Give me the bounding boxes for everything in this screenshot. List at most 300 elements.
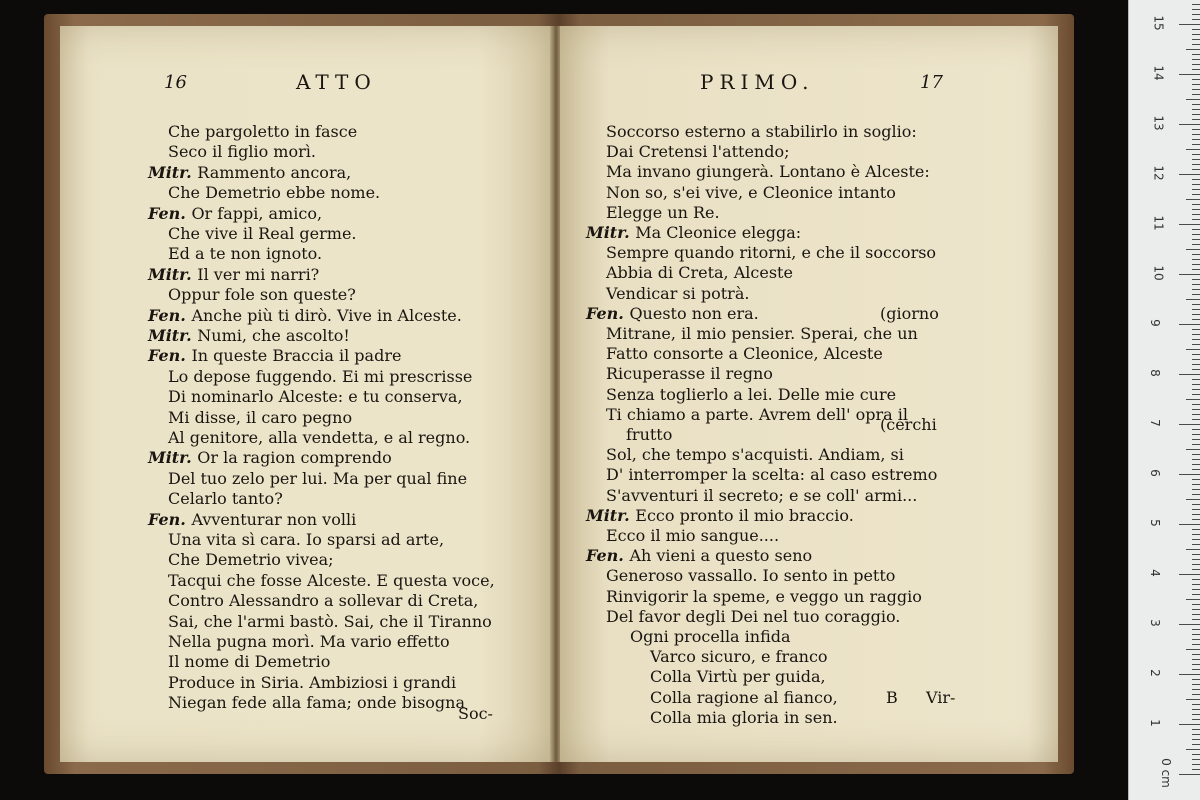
- left-page-number: 16: [164, 72, 187, 93]
- ruler-tick: [1192, 719, 1200, 720]
- text-line: [168, 612, 492, 632]
- ruler-tick: [1192, 254, 1200, 255]
- text-line: [650, 688, 838, 708]
- line-text: Sol, che tempo s'acquisti. Andiam, si: [606, 445, 904, 465]
- ruler-tick: [1192, 354, 1200, 355]
- ruler-label: 1: [1147, 719, 1162, 727]
- ruler-tick: [1192, 319, 1200, 320]
- text-line: [586, 546, 812, 566]
- ruler-tick: [1192, 754, 1200, 755]
- ruler-tick: [1192, 634, 1200, 635]
- ruler-tick: [1192, 44, 1200, 45]
- ruler-tick: [1192, 534, 1200, 535]
- ruler-tick: [1192, 384, 1200, 385]
- line-text: Ed a te non ignoto.: [168, 244, 323, 264]
- text-line: [606, 324, 918, 344]
- ruler-tick: [1179, 774, 1200, 775]
- ruler-tick: [1192, 744, 1200, 745]
- ruler-tick: [1192, 639, 1200, 640]
- ruler-tick: [1192, 94, 1200, 95]
- text-line: [168, 387, 463, 407]
- ruler-tick: [1192, 359, 1200, 360]
- line-text: Colla Virtù per guida,: [650, 667, 826, 687]
- text-line: [586, 223, 801, 243]
- ruler-tick: [1192, 759, 1200, 760]
- ruler-tick: [1192, 54, 1200, 55]
- ruler-tick: [1186, 49, 1200, 50]
- ruler-tick: [1186, 149, 1200, 150]
- ruler-tick: [1192, 59, 1200, 60]
- ruler-label: 11: [1151, 215, 1166, 231]
- ruler-tick: [1192, 139, 1200, 140]
- ruler-tick: [1192, 129, 1200, 130]
- ruler-tick: [1179, 224, 1200, 225]
- ruler-tick: [1192, 104, 1200, 105]
- ruler-tick: [1192, 444, 1200, 445]
- text-line: [606, 243, 936, 263]
- ruler-tick: [1192, 589, 1200, 590]
- line-text: Celarlo tanto?: [168, 489, 283, 509]
- line-text: Or fappi, amico,: [191, 203, 323, 223]
- right-page-header: PRIMO.: [700, 70, 815, 94]
- ruler-label: 2: [1147, 669, 1162, 677]
- line-text: Ricuperasse il regno: [606, 364, 773, 384]
- ruler-tick: [1192, 709, 1200, 710]
- speaker-name: Mitr.: [148, 162, 198, 182]
- ruler-tick: [1179, 24, 1200, 25]
- ruler-tick: [1192, 594, 1200, 595]
- ruler-tick: [1192, 279, 1200, 280]
- text-line: [168, 142, 316, 162]
- text-line: [168, 428, 470, 448]
- text-line: [168, 550, 334, 570]
- ruler-tick: [1186, 99, 1200, 100]
- ruler-tick: [1192, 239, 1200, 240]
- line-text: Questo non era.: [629, 303, 759, 323]
- ruler-tick: [1192, 394, 1200, 395]
- line-text: Che pargoletto in fasce: [168, 122, 358, 141]
- ruler-tick: [1192, 234, 1200, 235]
- text-line: [606, 142, 790, 162]
- speaker-name: Fen.: [148, 509, 192, 529]
- line-text: Seco il figlio morì.: [168, 142, 316, 162]
- text-line: [606, 405, 908, 425]
- ruler-tick: [1192, 369, 1200, 370]
- ruler-tick: [1179, 424, 1200, 425]
- speaker-name: Mitr.: [148, 448, 198, 468]
- line-text: Soccorso esterno a stabilirlo in soglio:: [606, 122, 917, 141]
- ruler-tick: [1192, 619, 1200, 620]
- speaker-name: Mitr.: [148, 264, 198, 284]
- text-line: [606, 263, 793, 283]
- ruler-tick: [1192, 294, 1200, 295]
- ruler-tick: [1192, 644, 1200, 645]
- line-text: Colla ragione al fianco,: [650, 687, 838, 707]
- ruler-tick: [1186, 749, 1200, 750]
- ruler-tick: [1192, 204, 1200, 205]
- ruler-tick: [1192, 144, 1200, 145]
- line-text: Colla mia gloria in sen.: [650, 707, 838, 727]
- ruler-tick: [1192, 404, 1200, 405]
- ruler-tick: [1186, 299, 1200, 300]
- ruler-tick: [1192, 184, 1200, 185]
- ruler-tick: [1192, 284, 1200, 285]
- ruler-tick: [1192, 119, 1200, 120]
- ruler-tick: [1179, 324, 1200, 325]
- ruler-tick: [1179, 574, 1200, 575]
- line-text: Rinvigorir la speme, e veggo un raggio: [606, 586, 922, 606]
- line-text: Del favor degli Dei nel tuo coraggio.: [606, 606, 901, 626]
- text-line: [586, 506, 854, 526]
- line-text: Sempre quando ritorni, e che il soccorso: [606, 243, 937, 263]
- line-text: In queste Braccia il padre: [191, 346, 402, 366]
- line-text: Fatto consorte a Cleonice, Alceste: [606, 344, 883, 364]
- line-text: Che vive il Real germe.: [168, 224, 357, 243]
- ruler-tick: [1192, 714, 1200, 715]
- ruler-label: 14: [1151, 65, 1166, 81]
- ruler-tick: [1192, 654, 1200, 655]
- text-line: [168, 673, 456, 693]
- ruler-label: 7: [1147, 419, 1162, 427]
- text-line: [168, 122, 357, 142]
- ruler-tick: [1179, 124, 1200, 125]
- ruler-tick: [1192, 189, 1200, 190]
- ruler-tick: [1192, 604, 1200, 605]
- ruler-tick: [1179, 724, 1200, 725]
- ruler-tick: [1192, 159, 1200, 160]
- speaker-name: Mitr.: [586, 223, 636, 242]
- text-line: [168, 652, 330, 672]
- line-text: Or la ragion comprendo: [197, 448, 392, 468]
- ruler-tick: [1192, 134, 1200, 135]
- overflow-word: (cerchi: [880, 415, 937, 434]
- ruler-tick: [1192, 739, 1200, 740]
- ruler-tick: [1192, 79, 1200, 80]
- text-line: [148, 265, 319, 285]
- line-text: Rammento ancora,: [197, 162, 352, 182]
- text-line: [606, 587, 922, 607]
- ruler-zero-label: 0 cm: [1158, 758, 1173, 788]
- ruler-tick: [1192, 569, 1200, 570]
- ruler-tick: [1179, 674, 1200, 675]
- speaker-name: Fen.: [586, 546, 630, 566]
- text-line: [650, 647, 828, 667]
- text-line: [606, 607, 900, 627]
- ruler-tick: [1179, 624, 1200, 625]
- line-text: Sai, che l'armi bastò. Sai, che il Tiranno: [168, 611, 492, 631]
- line-text: Ma invano giungerà. Lontano è Alceste:: [606, 162, 930, 182]
- line-text: Vendicar si potrà.: [606, 283, 750, 303]
- text-line: [606, 344, 883, 364]
- line-text: Il ver mi narri?: [197, 264, 320, 284]
- ruler-tick: [1192, 14, 1200, 15]
- ruler-tick: [1192, 4, 1200, 5]
- ruler-tick: [1192, 519, 1200, 520]
- ruler-tick: [1192, 689, 1200, 690]
- text-line: [148, 306, 462, 326]
- text-line: [606, 445, 904, 465]
- ruler-tick: [1192, 409, 1200, 410]
- ruler-tick: [1192, 609, 1200, 610]
- line-text: Ti chiamo a parte. Avrem dell' opra il: [606, 404, 908, 424]
- right-page: [560, 26, 1058, 762]
- ruler-tick: [1192, 544, 1200, 545]
- ruler-tick: [1192, 629, 1200, 630]
- ruler-tick: [1192, 309, 1200, 310]
- speaker-name: Mitr.: [148, 326, 198, 345]
- line-text: Il nome di Demetrio: [168, 652, 331, 672]
- left-catchword: Soc-: [458, 704, 493, 723]
- ruler-tick: [1186, 499, 1200, 500]
- ruler-tick: [1192, 539, 1200, 540]
- text-line: [168, 244, 322, 264]
- text-line: [148, 346, 401, 366]
- ruler-tick: [1192, 164, 1200, 165]
- line-text: Generoso vassallo. Io sento in petto: [606, 566, 896, 586]
- text-line: [606, 203, 720, 223]
- ruler-tick: [1179, 524, 1200, 525]
- speaker-name: Fen.: [148, 346, 192, 366]
- line-text: Contro Alessandro a sollevar di Creta,: [168, 591, 479, 611]
- ruler-label: 5: [1147, 519, 1162, 527]
- text-line: [168, 693, 465, 713]
- ruler-tick: [1192, 469, 1200, 470]
- ruler-tick: [1192, 554, 1200, 555]
- ruler-tick: [1192, 289, 1200, 290]
- line-text: Varco sicuro, e franco: [650, 647, 828, 667]
- line-text: Ma Cleonice elegga:: [635, 223, 802, 242]
- ruler-tick: [1186, 399, 1200, 400]
- ruler-tick: [1192, 494, 1200, 495]
- line-text: Produce in Siria. Ambiziosi i grandi: [168, 672, 457, 692]
- line-text: Ecco il mio sangue....: [606, 526, 780, 545]
- text-line: [606, 486, 917, 506]
- ruler-tick: [1192, 229, 1200, 230]
- ruler-label: 9: [1147, 319, 1162, 327]
- line-text: Tacqui che fosse Alceste. E questa voce,: [168, 570, 495, 590]
- line-text: Dai Cretensi l'attendo;: [606, 142, 790, 162]
- overflow-word: (giorno: [880, 303, 939, 323]
- ruler-tick: [1192, 344, 1200, 345]
- ruler-tick: [1192, 169, 1200, 170]
- text-line: [650, 667, 826, 687]
- ruler-label: 13: [1151, 115, 1166, 131]
- ruler-tick: [1192, 84, 1200, 85]
- ruler-tick: [1192, 484, 1200, 485]
- ruler-tick: [1192, 334, 1200, 335]
- ruler-tick: [1192, 614, 1200, 615]
- ruler-tick: [1192, 39, 1200, 40]
- signature-mark: B: [886, 688, 898, 707]
- measurement-ruler: [1128, 0, 1200, 800]
- ruler-tick: [1192, 179, 1200, 180]
- line-text: Niegan fede alla fama; onde bisogna: [168, 693, 466, 713]
- ruler-tick: [1179, 274, 1200, 275]
- ruler-tick: [1186, 649, 1200, 650]
- text-line: [148, 510, 356, 530]
- ruler-tick: [1192, 564, 1200, 565]
- ruler-tick: [1192, 69, 1200, 70]
- right-catchword: Vir-: [926, 688, 956, 707]
- ruler-tick: [1192, 579, 1200, 580]
- ruler-label: 6: [1147, 469, 1162, 477]
- line-text: Ogni procella infida: [630, 627, 791, 646]
- text-line: [168, 285, 356, 305]
- text-line: [606, 284, 749, 304]
- ruler-tick: [1192, 379, 1200, 380]
- ruler-tick: [1192, 154, 1200, 155]
- ruler-tick: [1192, 19, 1200, 20]
- ruler-tick: [1192, 419, 1200, 420]
- ruler-tick: [1186, 199, 1200, 200]
- ruler-tick: [1186, 699, 1200, 700]
- ruler-tick: [1192, 694, 1200, 695]
- line-text: Al genitore, alla vendetta, e al regno.: [168, 428, 471, 447]
- ruler-tick: [1192, 209, 1200, 210]
- right-page-number: 17: [920, 72, 943, 93]
- ruler-tick: [1192, 264, 1200, 265]
- ruler-label: 15: [1151, 15, 1166, 31]
- ruler-tick: [1192, 194, 1200, 195]
- line-text: Nella pugna morì. Ma vario effetto: [168, 632, 450, 651]
- ruler-tick: [1192, 514, 1200, 515]
- text-line: [168, 224, 357, 244]
- speaker-name: Fen.: [586, 303, 630, 323]
- text-line: [148, 448, 392, 468]
- ruler-tick: [1192, 114, 1200, 115]
- ruler-tick: [1192, 439, 1200, 440]
- text-line: [168, 632, 450, 652]
- ruler-tick: [1192, 314, 1200, 315]
- line-text: Lo depose fuggendo. Ei mi prescrisse: [168, 366, 473, 386]
- line-text: Elegge un Re.: [606, 202, 720, 222]
- text-line: [630, 627, 791, 647]
- ruler-tick: [1192, 529, 1200, 530]
- ruler-label: 12: [1151, 165, 1166, 181]
- speaker-name: Fen.: [148, 305, 192, 325]
- text-line: [168, 367, 472, 387]
- ruler-tick: [1192, 734, 1200, 735]
- ruler-tick: [1186, 599, 1200, 600]
- line-text: Senza toglierlo a lei. Delle mie cure: [606, 384, 897, 404]
- text-line: [626, 425, 672, 445]
- ruler-tick: [1192, 244, 1200, 245]
- text-line: [168, 489, 283, 509]
- text-line: [168, 571, 495, 591]
- line-text: Di nominarlo Alceste: e tu conserva,: [168, 387, 463, 407]
- line-text: Oppur fole son queste?: [168, 285, 356, 305]
- line-text: Una vita sì cara. Io sparsi ad arte,: [168, 530, 445, 549]
- text-line: [606, 566, 895, 586]
- ruler-tick: [1192, 454, 1200, 455]
- ruler-tick: [1192, 464, 1200, 465]
- line-text: Abbia di Creta, Alceste: [606, 263, 793, 283]
- ruler-tick: [1192, 769, 1200, 770]
- line-text: D' interromper la scelta: al caso estremo: [606, 465, 938, 485]
- line-text: Avventurar non volli: [191, 509, 357, 529]
- ruler-tick: [1192, 429, 1200, 430]
- ruler-label: 8: [1147, 369, 1162, 377]
- ruler-tick: [1192, 89, 1200, 90]
- text-line: [586, 304, 759, 324]
- text-line: [148, 204, 322, 224]
- ruler-tick: [1192, 219, 1200, 220]
- ruler-label: 4: [1147, 569, 1162, 577]
- ruler-tick: [1192, 559, 1200, 560]
- text-line: [606, 465, 937, 485]
- ruler-tick: [1192, 729, 1200, 730]
- ruler-tick: [1192, 64, 1200, 65]
- ruler-tick: [1192, 259, 1200, 260]
- ruler-tick: [1192, 459, 1200, 460]
- ruler-tick: [1192, 489, 1200, 490]
- ruler-tick: [1192, 339, 1200, 340]
- ruler-tick: [1192, 764, 1200, 765]
- ruler-tick: [1192, 9, 1200, 10]
- ruler-tick: [1192, 214, 1200, 215]
- ruler-tick: [1192, 34, 1200, 35]
- line-text: Anche più ti dirò. Vive in Alceste.: [191, 305, 462, 325]
- left-page-header: ATTO: [296, 70, 377, 94]
- ruler-tick: [1186, 249, 1200, 250]
- ruler-tick: [1192, 479, 1200, 480]
- text-line: [168, 408, 352, 428]
- ruler-tick: [1192, 504, 1200, 505]
- ruler-tick: [1192, 679, 1200, 680]
- ruler-tick: [1192, 29, 1200, 30]
- ruler-tick: [1179, 374, 1200, 375]
- ruler-tick: [1192, 329, 1200, 330]
- ruler-label: 3: [1147, 619, 1162, 627]
- ruler-tick: [1192, 389, 1200, 390]
- line-text: Che Demetrio ebbe nome.: [168, 183, 381, 203]
- ruler-tick: [1192, 684, 1200, 685]
- ruler-label: 10: [1151, 265, 1166, 281]
- text-line: [606, 364, 773, 384]
- text-line: [148, 163, 351, 183]
- ruler-tick: [1192, 584, 1200, 585]
- line-text: Ecco pronto il mio braccio.: [635, 505, 854, 525]
- ruler-tick: [1192, 704, 1200, 705]
- line-text: frutto: [626, 425, 673, 444]
- ruler-tick: [1192, 109, 1200, 110]
- ruler-tick: [1192, 364, 1200, 365]
- ruler-tick: [1192, 434, 1200, 435]
- ruler-tick: [1179, 74, 1200, 75]
- line-text: Numi, che ascolto!: [197, 326, 350, 345]
- ruler-tick: [1192, 304, 1200, 305]
- ruler-tick: [1186, 349, 1200, 350]
- text-line: [168, 591, 478, 611]
- ruler-tick: [1186, 549, 1200, 550]
- text-line: [606, 526, 779, 546]
- text-line: [168, 183, 380, 203]
- line-text: S'avventuri il secreto; e se coll' armi...: [606, 485, 918, 505]
- speaker-name: Mitr.: [586, 505, 636, 525]
- ruler-tick: [1192, 659, 1200, 660]
- text-line: [168, 530, 444, 550]
- text-line: [168, 469, 467, 489]
- text-line: [606, 162, 930, 182]
- line-text: Ah vieni a questo seno: [629, 546, 813, 566]
- speaker-name: Fen.: [148, 203, 192, 223]
- line-text: Del tuo zelo per lui. Ma per qual fine: [168, 468, 468, 488]
- line-text: Mitrane, il mio pensier. Sperai, che un: [606, 324, 918, 343]
- text-line: [606, 385, 896, 405]
- ruler-tick: [1192, 669, 1200, 670]
- ruler-tick: [1179, 174, 1200, 175]
- left-page: [60, 26, 552, 762]
